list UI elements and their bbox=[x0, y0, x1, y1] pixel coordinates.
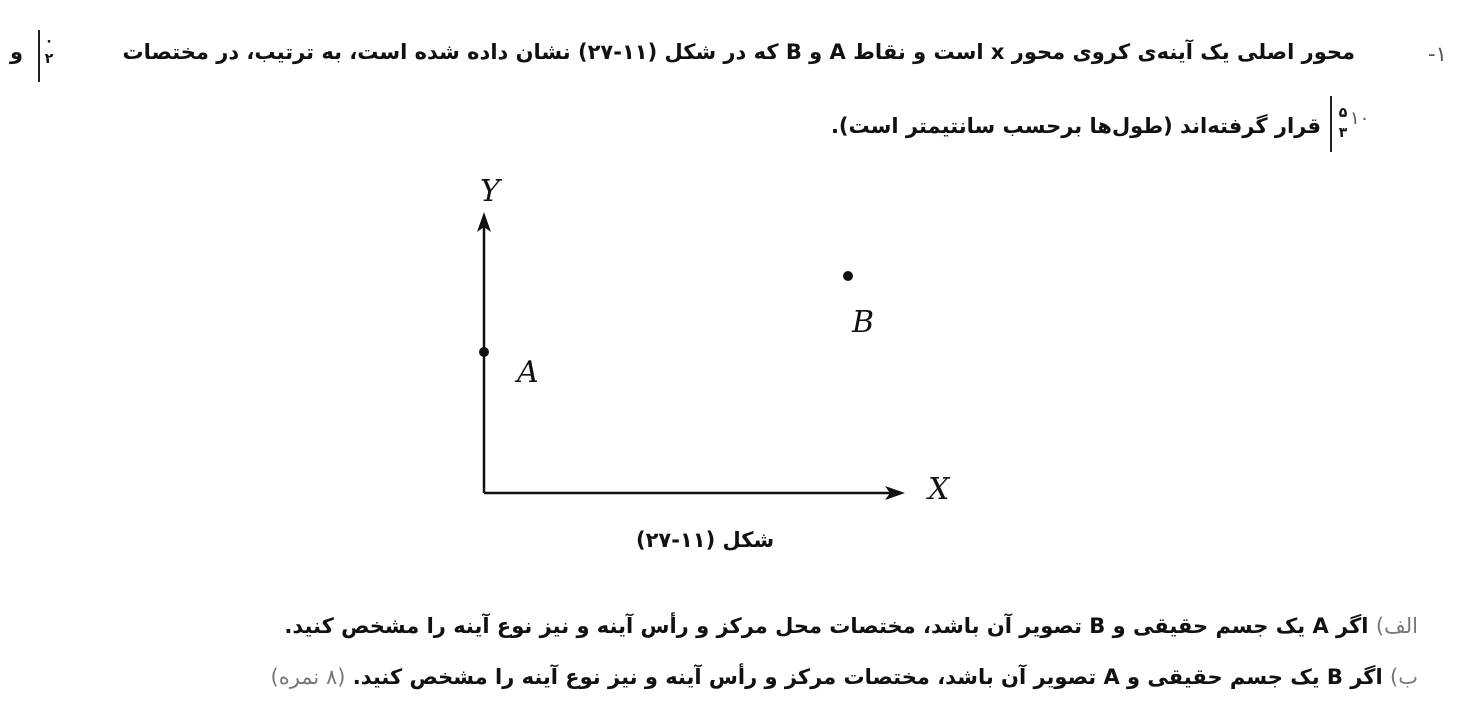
coord-b-marker: ۱۰ bbox=[1350, 108, 1370, 129]
y-axis-label: Y bbox=[480, 174, 500, 209]
coord-b-bottom: ۳ bbox=[1338, 125, 1348, 141]
figure-caption: شکل (۱۱-۲۷) bbox=[636, 528, 775, 552]
coord-a-top: ۰ bbox=[44, 33, 54, 49]
x-axis-label: X bbox=[928, 472, 950, 507]
part-b bbox=[271, 667, 1419, 688]
question-line-1-end: و bbox=[10, 40, 24, 64]
part-a-label: الف) bbox=[1375, 614, 1418, 638]
part-b-label: ب) bbox=[1390, 665, 1418, 689]
part-b-text: اگر B یک جسم حقیقی و A تصویر آن باشد، مختصات مرکز و رأس آینه و نیز نوع آینه را مشخص کنید. bbox=[352, 665, 1383, 689]
part-a-text: اگر A یک جسم حقیقی و B تصویر آن باشد، مختصات محل مرکز و رأس آینه و نیز نوع آینه را مشخص کنید. bbox=[284, 614, 1369, 638]
y-axis-arrowhead bbox=[477, 212, 491, 232]
x-axis-arrowhead bbox=[885, 486, 905, 500]
coord-b-bar bbox=[1330, 96, 1332, 152]
coord-a-bottom: ۲ bbox=[44, 51, 54, 67]
coord-b-top: ۵ bbox=[1338, 105, 1348, 121]
part-a bbox=[284, 616, 1418, 637]
question-number: -۱ bbox=[1428, 42, 1447, 66]
coord-a-bar bbox=[38, 30, 40, 82]
question-line-2: قرار گرفته‌اند (طول‌ها برحسب سانتیمتر است). bbox=[830, 114, 1321, 138]
question-line-1: محور اصلی یک آینه‌ی کروی محور x است و نقاط A و B که در شکل (۱۱-۲۷) نشان داده شده است، به ترتیب، در مختصات bbox=[122, 40, 1355, 64]
point-a bbox=[479, 347, 489, 357]
part-b-score: (۸ نمره) bbox=[270, 665, 346, 689]
point-b bbox=[843, 271, 853, 281]
point-b-label: B bbox=[852, 305, 875, 340]
point-a-label: A bbox=[517, 355, 539, 390]
